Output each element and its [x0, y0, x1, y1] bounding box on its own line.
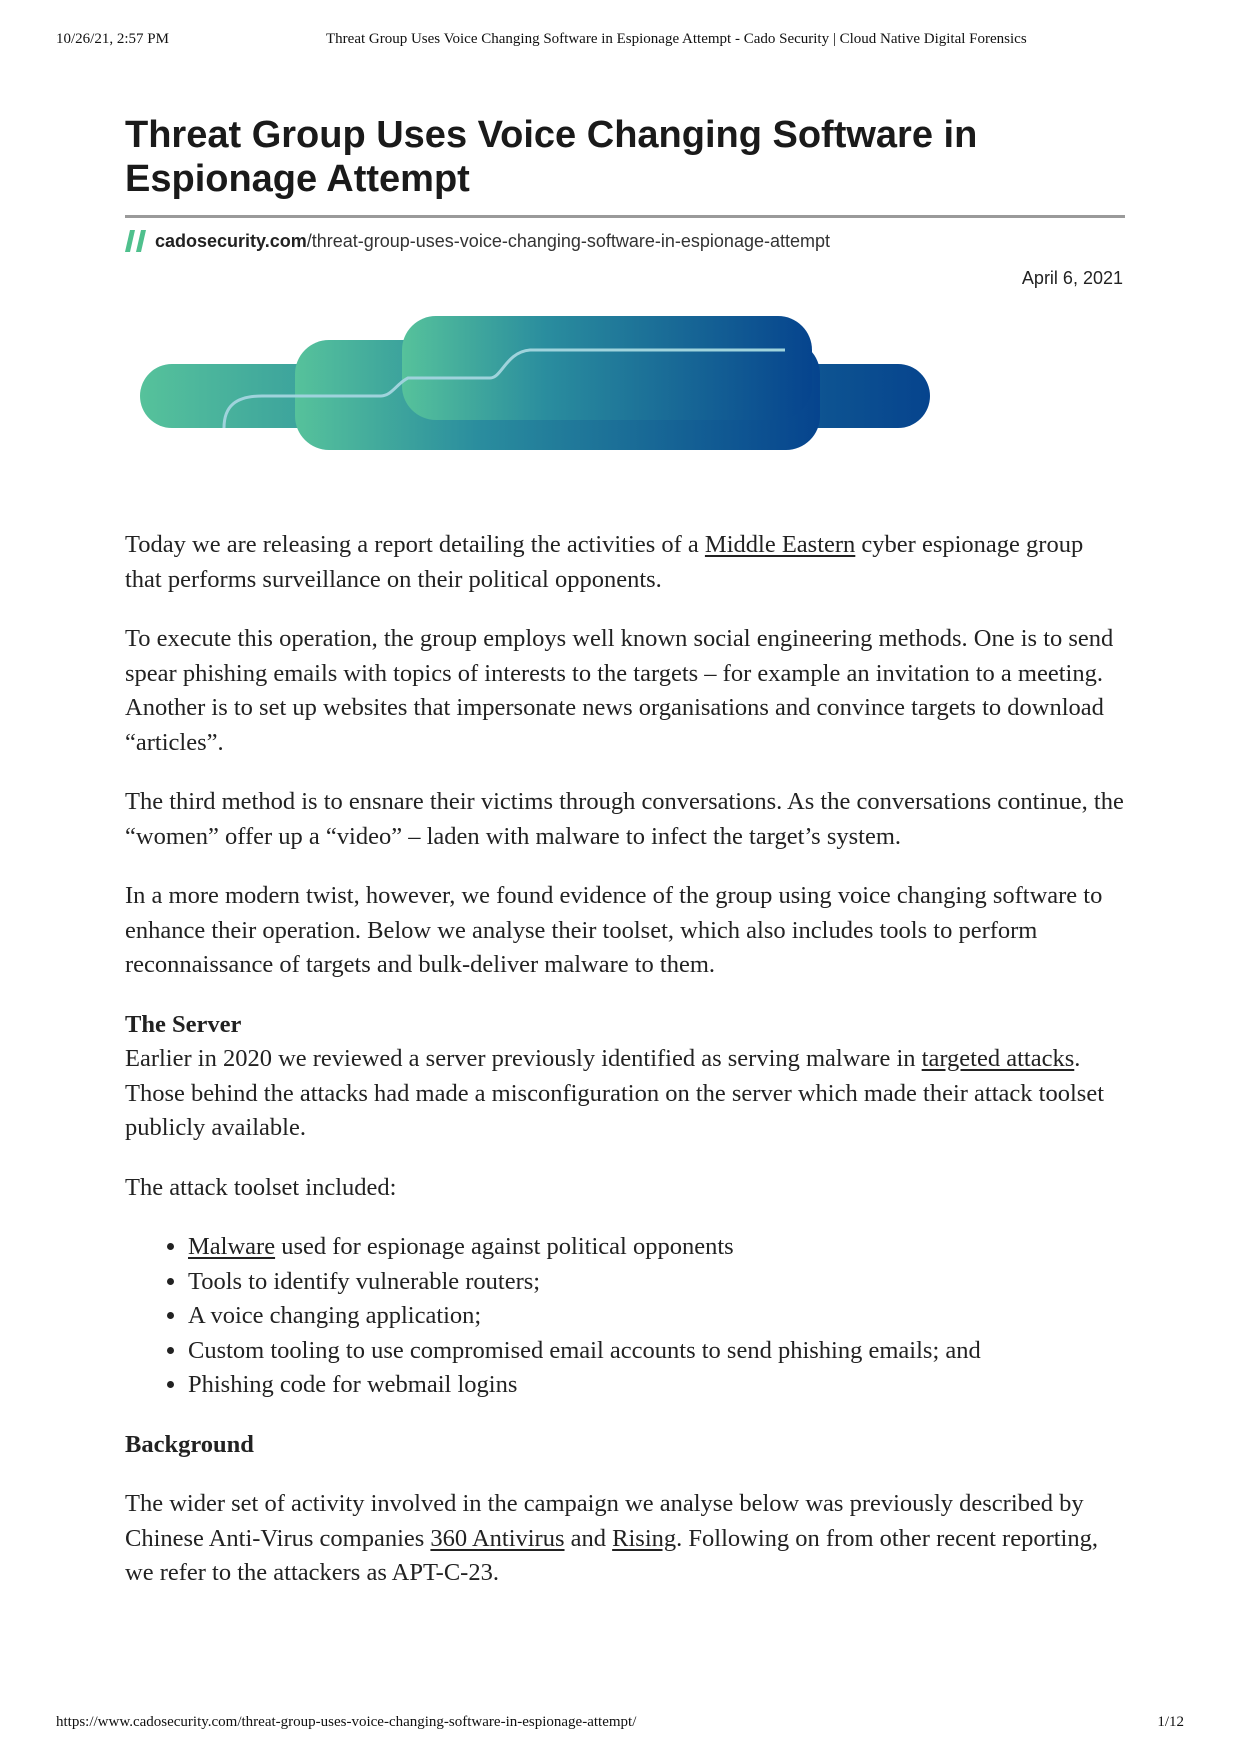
list-item: • Custom tooling to use compromised email accounts to send phishing emails; and: [188, 1334, 1125, 1369]
malware-link[interactable]: Malware: [188, 1233, 276, 1260]
list-item: • A voice changing application;: [188, 1299, 1125, 1334]
double-slash-logo-icon: [125, 229, 147, 253]
page-number: 1/12: [1157, 1714, 1184, 1730]
paragraph: Earlier in 2020 we reviewed a server previously identified as serving malware in targeted attacks. Those behind the attacks had made a misconfiguration on the server which made their attack toolset publicly available.: [125, 1045, 1104, 1141]
section-heading-server: The Server: [125, 1010, 242, 1038]
list-item: • Phishing code for webmail logins: [188, 1368, 1125, 1403]
source-domain: cadosecurity.com: [155, 230, 307, 251]
print-url: https://www.cadosecurity.com/threat-group-uses-voice-changing-software-in-espionage-attempt/: [56, 1714, 637, 1730]
source-path: /threat-group-uses-voice-changing-software-in-espionage-attempt: [306, 230, 830, 251]
paragraph: Today we are releasing a report detailing the activities of a Middle Eastern cyber espionage group that performs surveillance on their political opponents.: [125, 531, 1084, 593]
rising-link[interactable]: Rising: [612, 1524, 677, 1552]
publish-date: April 6, 2021: [1021, 268, 1123, 288]
middle-eastern-link[interactable]: Middle Eastern: [704, 531, 856, 558]
print-page-title: Threat Group Uses Voice Changing Software in Espionage Attempt - Cado Security | Cloud Native Digital Forensics: [326, 31, 1027, 47]
paragraph: The third method is to ensnare their victims through conversations. As the conversations continue, the “women” offer up a “video” – laden with malware to infect the target’s system.: [125, 788, 1124, 850]
paragraph: To execute this operation, the group employs well known social engineering methods. One is to send spear phishing emails with topics of interests to the targets – for example an invitation to a meeting. Another is to set up websites that impersonate news organisations and convince targets to download “articles”.: [125, 625, 1114, 756]
hero-banner-graphic: [140, 310, 930, 450]
toolset-list: [125, 1230, 1125, 1403]
list-item: • Malware used for espionage against political opponents: [188, 1230, 1125, 1265]
360-antivirus-link[interactable]: 360 Antivirus: [430, 1524, 565, 1552]
list-item: • Tools to identify vulnerable routers;: [188, 1265, 1125, 1300]
paragraph: In a more modern twist, however, we found evidence of the group using voice changing software to enhance their operation. Below we analyse their toolset, which also includes tools to perform reconnaissance of targets and bulk-deliver malware to them.: [125, 882, 1103, 978]
title-divider: [125, 215, 1125, 218]
section-heading-background: Background: [125, 1430, 254, 1458]
paragraph: The attack toolset included:: [125, 1173, 397, 1201]
article-title: Threat Group Uses Voice Changing Software in Espionage Attempt: [125, 114, 978, 200]
paragraph: The wider set of activity involved in the campaign we analyse below was previously described by Chinese Anti-Virus companies 360 Antivirus and Rising. Following on from other recent reporting, we refer to the attackers as APT-C-23.: [125, 1490, 1098, 1586]
print-timestamp: 10/26/21, 2:57 PM: [56, 31, 169, 47]
source-link[interactable]: [125, 227, 830, 255]
targeted-attacks-link[interactable]: targeted attacks: [921, 1045, 1075, 1072]
article-body: [125, 528, 1125, 1616]
